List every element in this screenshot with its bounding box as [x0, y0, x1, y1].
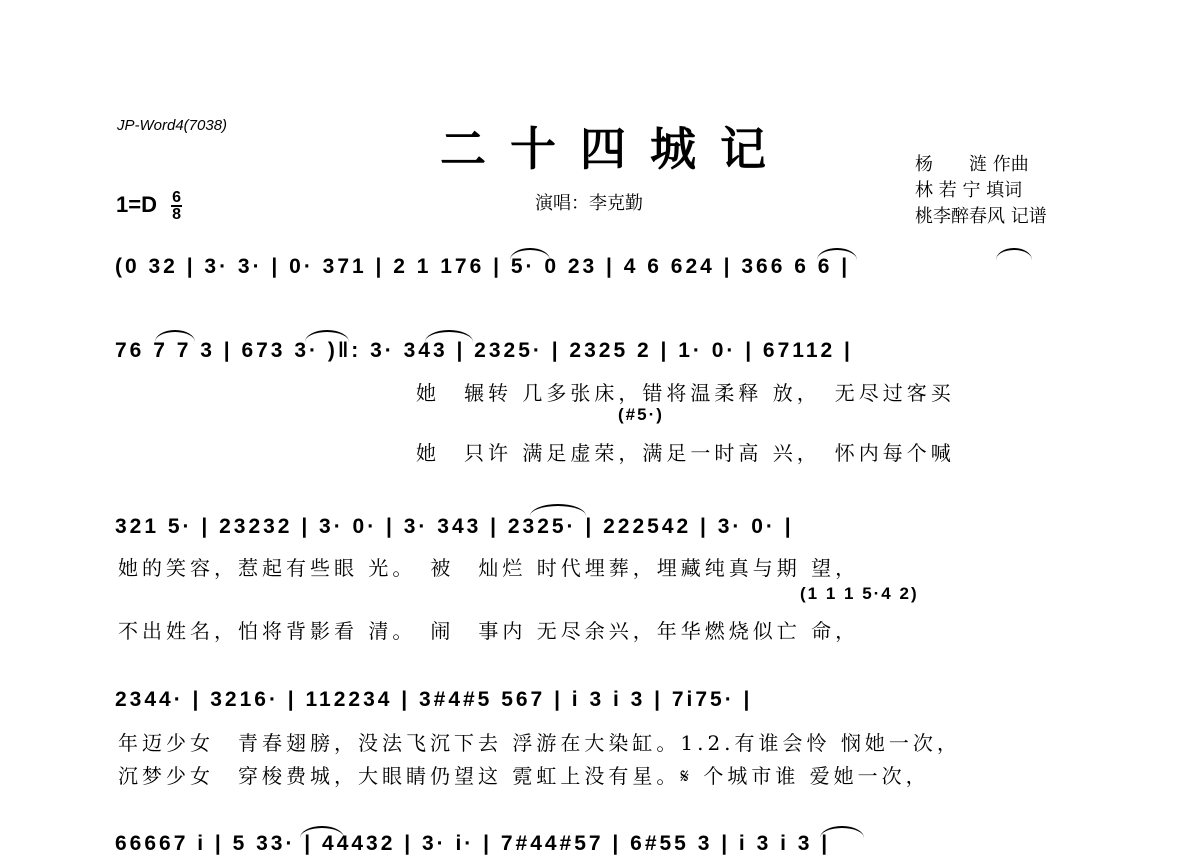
- meter-top: 6: [172, 189, 182, 206]
- slur: [305, 330, 349, 342]
- lyric-verse-1: 她 辗转 几多张床，错将温柔释 放， 无尽过客买: [416, 381, 955, 405]
- lyric-verse-2: 沉梦少女 穿梭费城，大眼睛仍望这 霓虹上没有星。𝄋 个城市谁 爱她一次，: [118, 764, 930, 788]
- singer-credit: 演唱：李克勤: [535, 193, 643, 214]
- slur: [510, 248, 550, 260]
- composer-credit: 杨 涟 作曲: [915, 154, 1029, 175]
- key-label: 1=D: [116, 191, 157, 217]
- lyric-verse-2: 不出姓名，怕将背影看 清。 闹 事内 无尽余兴，年华燃烧似亡 命，: [118, 619, 860, 643]
- slur: [996, 248, 1032, 260]
- score-line-4: 2344· | 3216· | 112234 | 3#4#5 567 | i 3 i 3 | 7i75· |: [115, 688, 753, 711]
- slur: [155, 330, 195, 342]
- score-line-3: 321 5· | 23232 | 3· 0· | 3· 343 | 2325· | 222542 | 3· 0· |: [115, 515, 794, 538]
- lyric-verse-1: 她的笑容，惹起有些眼 光。 被 灿烂 时代埋葬，埋藏纯真与期 望，: [118, 556, 860, 580]
- software-watermark: JP-Word4(7038): [117, 117, 228, 134]
- time-signature: [171, 190, 182, 222]
- song-title: 二十四城记: [440, 122, 790, 176]
- lyric-verse-2: 她 只许 满足虚荣，满足一时高 兴， 怀内每个喊: [416, 441, 955, 465]
- slur: [820, 826, 864, 838]
- slur: [300, 826, 344, 838]
- lyricist-credit: 林 若 宁 填词: [915, 180, 1023, 201]
- lyric-verse-1: 年迈少女 青春翅膀，没法飞沉下去 浮游在大染缸。1.2.有谁会怜 悯她一次，: [118, 731, 961, 755]
- slur: [530, 504, 586, 516]
- key-signature: [116, 190, 182, 222]
- score-line-2: 76 7 7 3 | 673 3· )‖: 3· 343 | 2325· | 2325 2 | 1· 0· | 67112 |: [115, 339, 853, 362]
- score-line-1: (0 32 | 3· 3· | 0· 371 | 2 1 176 | 5· 0 23 | 4 6 624 | 366 6 6 |: [115, 255, 851, 278]
- score-line-5: 66667 i | 5 33· | 44432 | 3· i· | 7#44#57 | 6#55 3 | i 3 i 3 |: [115, 832, 831, 855]
- alternate-note: (#5·): [618, 405, 664, 424]
- alternate-notes: (1 1 1 5·4 2): [800, 584, 919, 603]
- slur: [425, 330, 473, 342]
- meter-bottom: 8: [172, 206, 182, 223]
- slur: [817, 248, 857, 260]
- transcriber-credit: 桃李醉春风 记谱: [915, 206, 1047, 227]
